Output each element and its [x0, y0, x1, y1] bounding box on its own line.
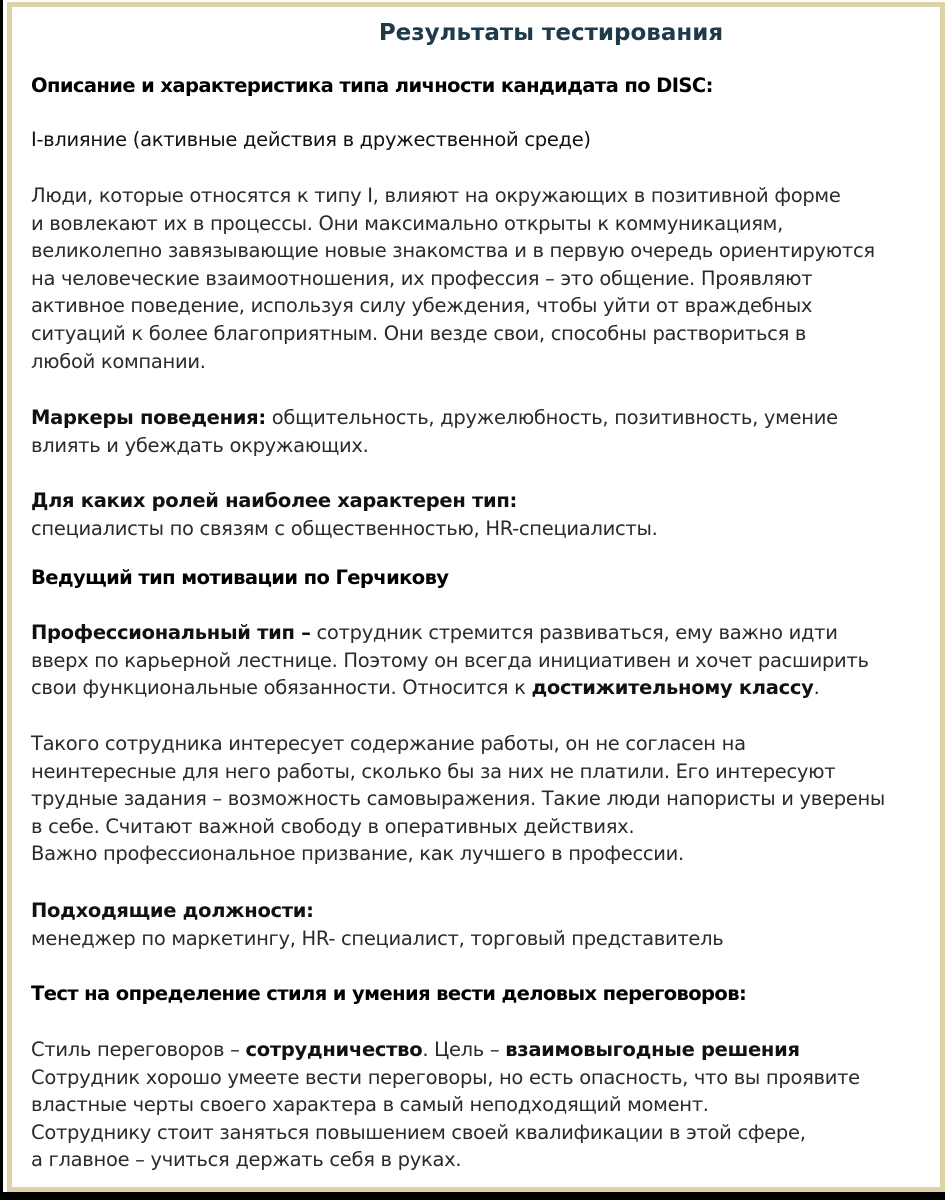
goal-prefix: . Цель –: [422, 1038, 506, 1061]
motivation-type-label: Профессиональный тип –: [31, 621, 311, 644]
motivation-detail-line: Такого сотрудника интересует содержание работы, он не согласен на: [31, 732, 746, 755]
positions-section: [31, 897, 931, 952]
negotiation-line: а главное – учиться держать себя в руках.: [31, 1148, 462, 1172]
positions-value: менеджер по маркетингу, HR- специалист, торговый представитель: [31, 926, 724, 950]
disc-description-line: и вовлекают их в процессы. Они максимально открыты к коммуникациям,: [31, 211, 783, 235]
motivation-type: [31, 619, 931, 702]
motivation-details: [31, 730, 931, 868]
negotiation-line: Сотрудник хорошо умеете вести переговоры, но есть опасность, что вы проявите: [31, 1065, 860, 1089]
markers-value: общительность, дружелюбность, позитивность, умение: [265, 406, 838, 429]
negotiation-heading: Тест на определение стиля и умения вести деловых переговоров:: [31, 982, 747, 1005]
motivation-detail-line: трудные задания – возможность самовыражения. Такие люди напористы и уверены: [31, 787, 886, 811]
negotiation-line: Сотруднику стоит заняться повышением своей квалификации в этой сфере,: [31, 1120, 806, 1144]
motivation-detail-line: в себе. Считают важной свободу в оперативных действиях.: [31, 814, 635, 838]
markers-label: Маркеры поведения:: [31, 406, 266, 429]
motivation-type-text-line2: вверх по карьерной лестнице. Поэтому он всегда инициативен и хочет расширить: [31, 648, 869, 672]
disc-description-line: на человеческие взаимоотношения, их профессия – это общение. Проявляют: [31, 266, 813, 290]
results-document: [3, 0, 945, 1192]
disc-description-line: Люди, которые относятся к типу I, влияют на окружающих в позитивной форме: [31, 184, 841, 207]
motivation-period: .: [813, 676, 820, 700]
disc-heading: Описание и характеристика типа личности кандидата по DISC:: [31, 74, 713, 97]
markers-value-line2: влиять и убеждать окружающих.: [31, 433, 369, 457]
roles-section: [31, 487, 931, 542]
motivation-detail-line: Важно профессиональное призвание, как лучшего в профессии.: [31, 842, 684, 866]
document-border: [7, 2, 945, 1192]
page-title: Результаты тестирования: [378, 20, 724, 46]
negotiation-style: сотрудничество: [245, 1038, 423, 1061]
disc-description-line: великолепно завязывающие новые знакомства и в первую очередь ориентируются: [31, 239, 875, 263]
disc-description: [31, 182, 931, 375]
style-prefix: Стиль переговоров –: [31, 1038, 246, 1061]
disc-description-line: ситуаций к более благоприятным. Они везде свои, способны раствориться в: [31, 321, 807, 345]
motivation-type-text-line3: свои функциональные обязанности. Относится к: [31, 676, 532, 700]
motivation-detail-line: неинтересные для него работы, сколько бы за них не платили. Его интересуют: [31, 759, 836, 783]
motivation-type-text: сотрудник стремится развиваться, ему важно идти: [310, 621, 838, 644]
disc-description-line: активное поведение, используя силу убеждения, чтобы уйти от враждебных: [31, 294, 813, 318]
behavior-markers: [31, 404, 931, 459]
negotiation-result: [31, 1036, 931, 1174]
roles-label: Для каких ролей наиболее характерен тип:: [31, 489, 518, 512]
motivation-heading: Ведущий тип мотивации по Герчикову: [31, 566, 449, 589]
negotiation-line: властные черты своего характера в самый неподходящий момент.: [31, 1093, 709, 1117]
positions-label: Подходящие должности:: [31, 899, 314, 922]
roles-value: специалисты по связям с общественностью, HR-специалисты.: [31, 516, 658, 540]
motivation-class: достижительному классу: [531, 676, 814, 700]
disc-description-line: любой компании.: [31, 349, 206, 373]
disc-type-label: I-влияние (активные действия в дружественной среде): [31, 128, 591, 151]
negotiation-goal: взаимовыгодные решения: [505, 1038, 800, 1061]
